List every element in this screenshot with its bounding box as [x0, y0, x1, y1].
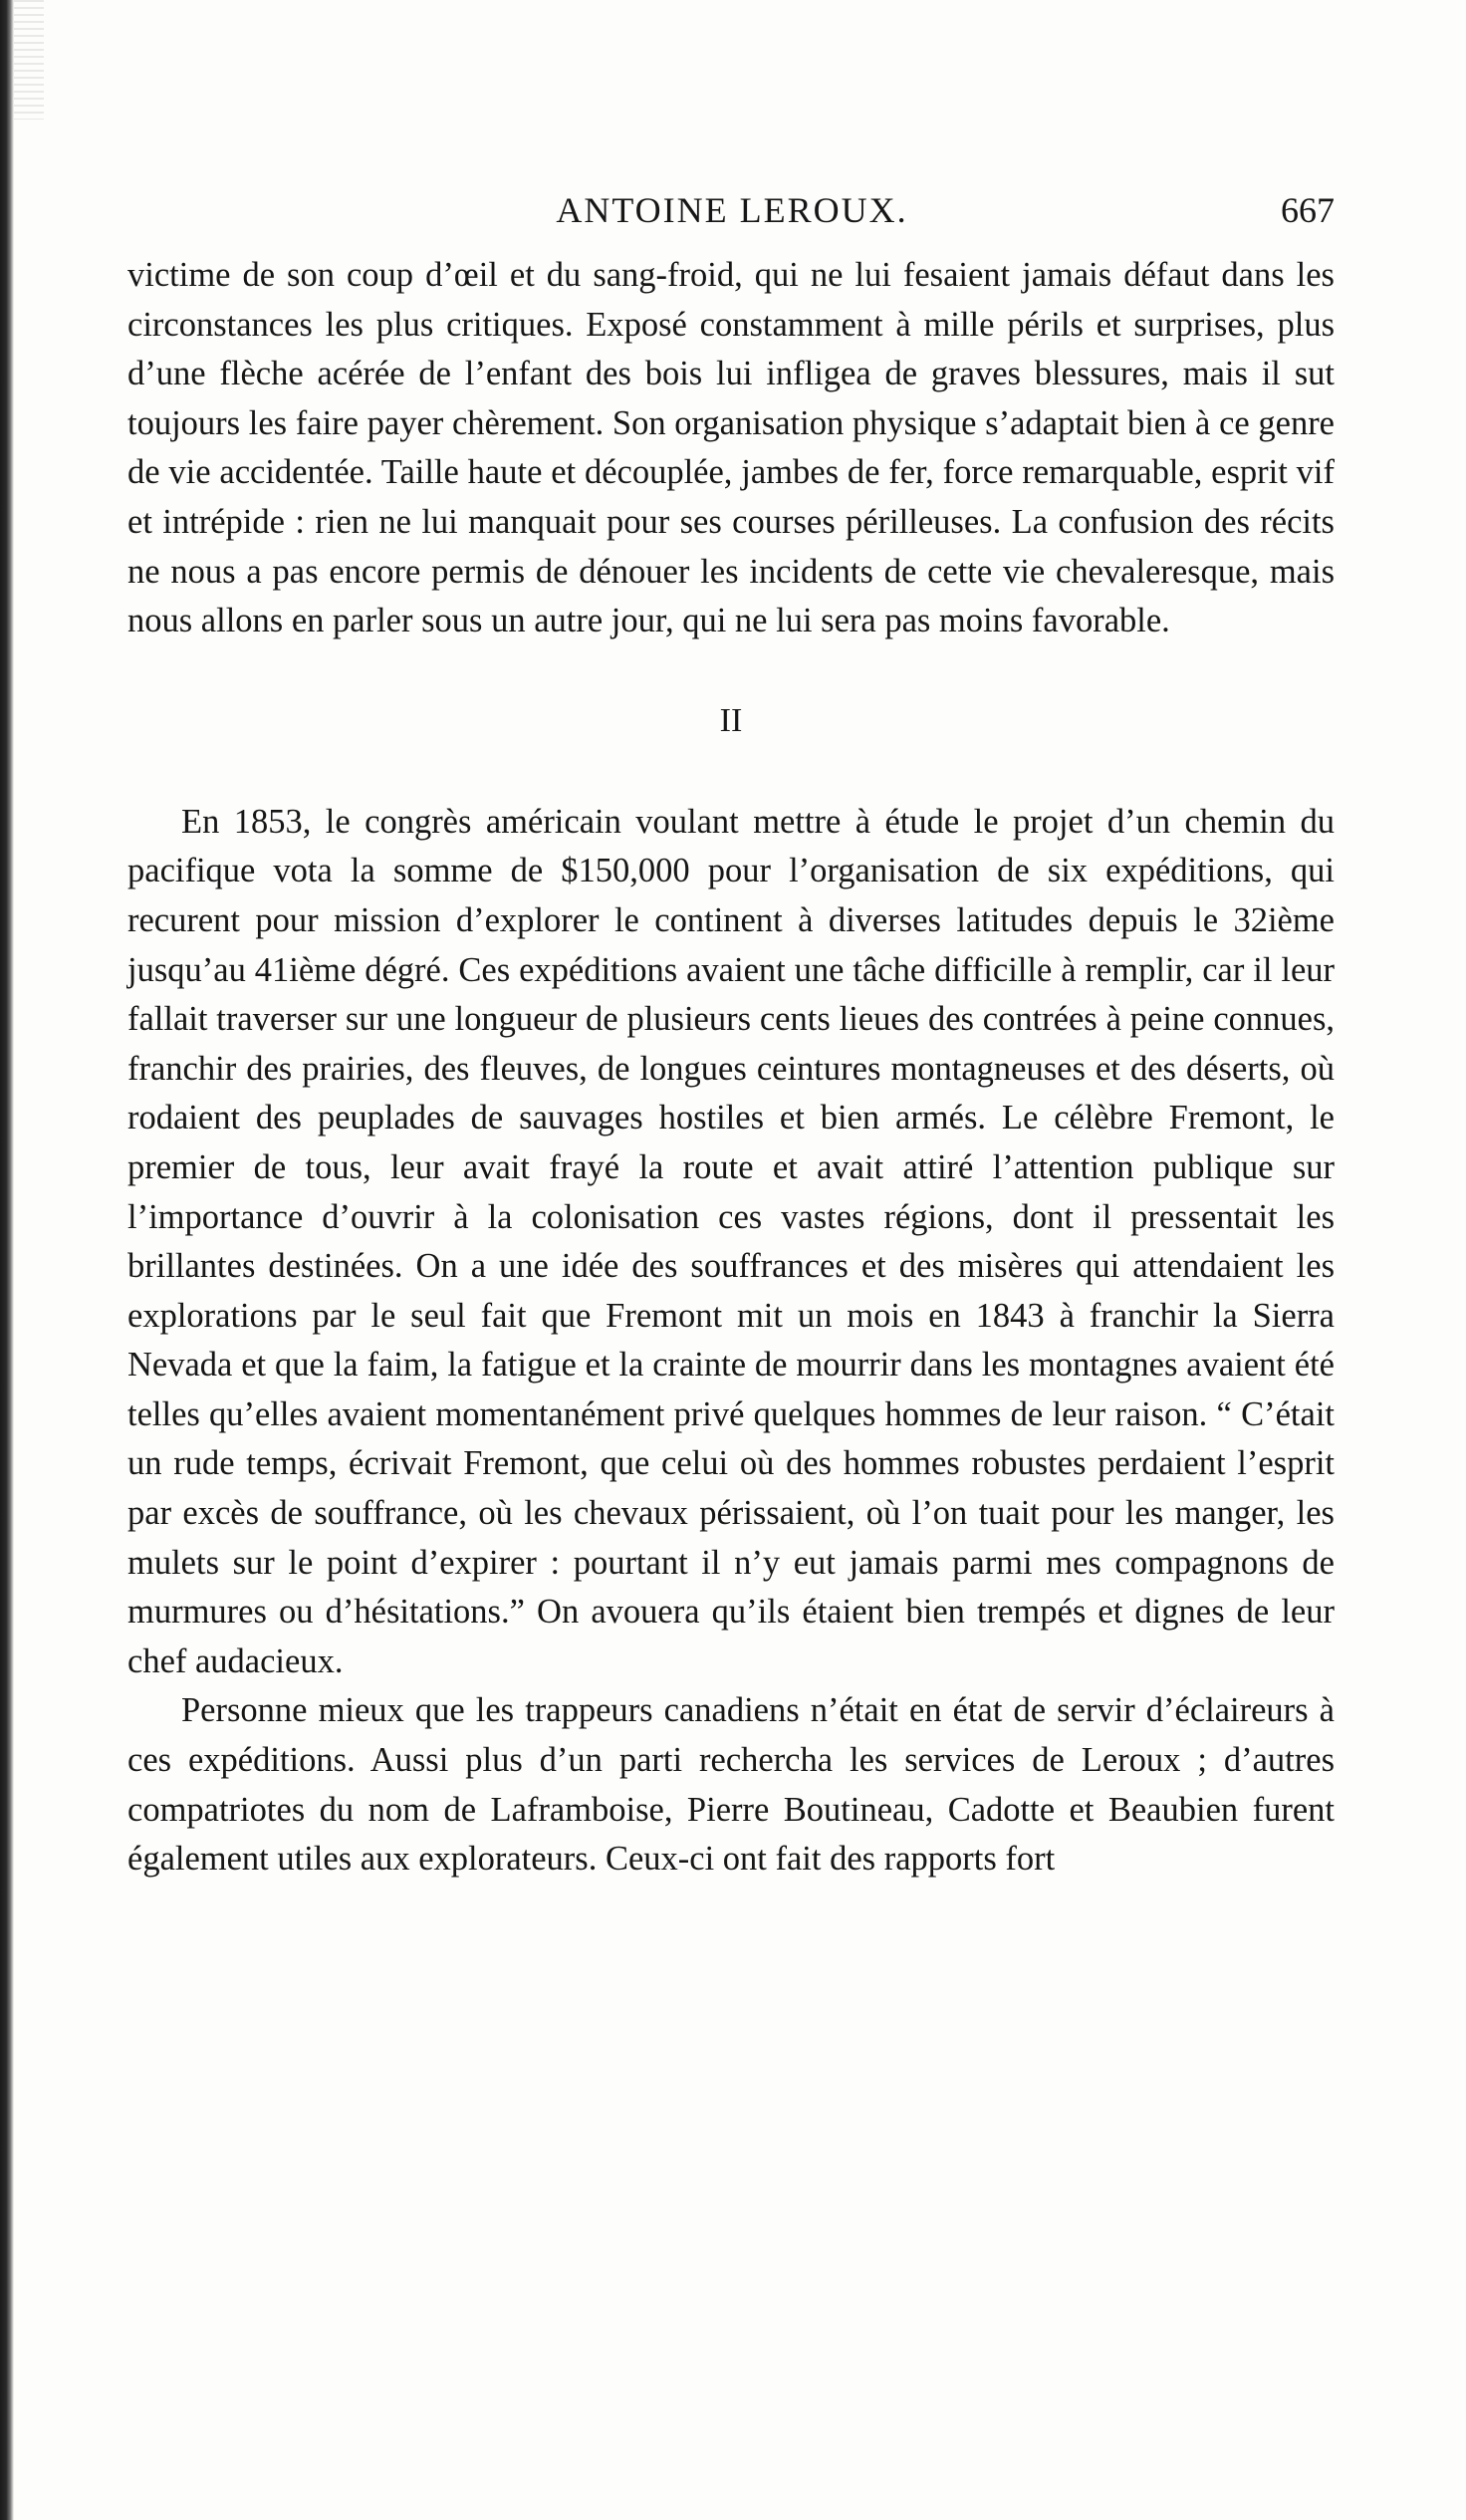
page-header: [129, 189, 1335, 239]
running-title: ANTOINE LEROUX.: [556, 190, 908, 230]
paragraph: Personne mieux que les trappeurs canadiens n’était en état de servir d’éclaireurs à ces expéditions. Aussi plus d’un parti rechercha les services de Leroux ; d’autres compatriotes du nom de Laframboise, Pierre Boutineau, Cadotte et Beaubien furent également utiles aux explorateurs. Ceux-ci ont fait des rapports fort: [127, 1691, 1335, 1879]
section-heading: II: [719, 701, 743, 739]
paper-texture: [14, 0, 44, 120]
book-spine-shadow: [0, 0, 14, 2520]
page-number: 667: [1281, 190, 1335, 230]
paragraph: En 1853, le congrès américain voulant mettre à étude le projet d’un chemin du pacifique vota la somme de $150,000 pour l’organisation de six expéditions, qui recurent pour mission d’explorer le continent à diverses latitudes depuis le 32ième jusqu’au 41ième dégré. Ces expéditions avaient une tâche difficille à remplir, car il leur fallait traverser sur une longueur de plusieurs cents lieues des contrées à peine connues, franchir des prairies, des fleuves, de longues ceintures montagneuses et des déserts, où rodaient des peuplades de sauvages hostiles et bien armés. Le célèbre Fremont, le premier de tous, leur avait frayé la route et avait attiré l’attention publique sur l’importance d’ouvrir à la colonisation ces vastes régions, dont il pressentait les brillantes destinées. On a une idée des souffrances et des misères qui attendaient les explorations par le seul fait que Fremont mit un mois en 1843 à franchir la Sierra Nevada et que la faim, la fatigue et la crainte de mourrir dans les montagnes avaient été telles qu’elles avaient momentanément privé quelques hommes de leur raison. “ C’était un rude temps, écrivait Fremont, que celui où des hommes robustes perdaient l’esprit par excès de souffrance, où les chevaux périssaient, où l’on tuait pour les manger, les mulets sur le point d’expirer : pourtant il n’y eut jamais parmi mes compagnons de murmures ou d’hésitations.” On avouera qu’ils étaient bien trempés et dignes de leur chef audacieux.: [127, 802, 1335, 1680]
body-text: [127, 251, 1335, 1885]
paragraph-continued: victime de son coup d’œil et du sang-froid, qui ne lui fesaient jamais défaut dans les circonstances les plus critiques. Exposé constamment à mille périls et surprises, plus d’une flèche acérée de l’enfant des bois lui infligea de graves blessures, mais il sut toujours les faire payer chèrement. Son organisation physique s’adaptait bien à ce genre de vie accidentée. Taille haute et découplée, jambes de fer, force remarquable, esprit vif et intrépide : rien ne lui manquait pour ses courses périlleuses. La confusion des récits ne nous a pas encore permis de dénouer les incidents de cette vie chevaleresque, mais nous allons en parler sous un autre jour, qui ne lui sera pas moins favorable.: [127, 256, 1335, 640]
